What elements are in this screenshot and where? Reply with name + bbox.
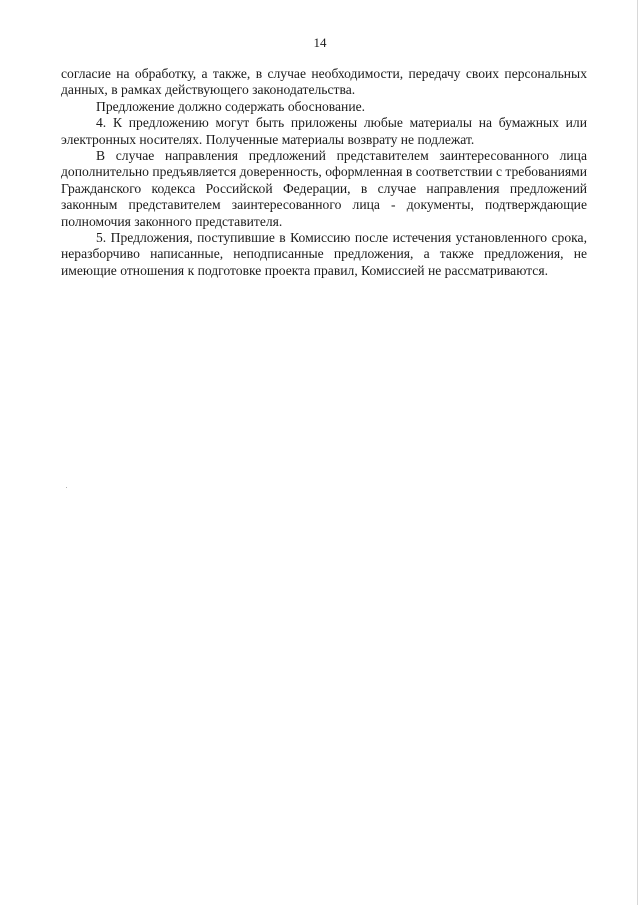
page-number: 14 <box>313 35 327 50</box>
paragraph-rejection: 5. Предложения, поступившие в Комиссию после истечения установленного срока, неразборчиво написанные, неподписанные предложения, а также предложения, не имеющие отношения к подготовке проекта правил, Комиссией не рассматриваются. <box>61 230 587 278</box>
paragraph-consent: согласие на обработку, а также, в случае необходимости, передачу своих персональных данных, в рамках действующего законодательства. <box>61 66 587 98</box>
paragraph-justification: Предложение должно содержать обоснование. <box>96 98 366 114</box>
paragraph-representative: В случае направления предложений представителем заинтересованного лица дополнительно предъявляется доверенность, оформленная в соответствии с требованиями Гражданского кодекса Российской Федерации, в случае направления предложений законным представителем заинтересованного лица - документы, подтверждающие полномочия законного представителя. <box>61 148 587 229</box>
paragraph-attachments: 4. К предложению могут быть приложены любые материалы на бумажных или электронных носителях. Полученные материалы возврату не подлежат. <box>61 115 587 147</box>
scan-speck <box>66 487 67 488</box>
page-edge-line <box>637 0 638 905</box>
document-body <box>61 66 587 279</box>
